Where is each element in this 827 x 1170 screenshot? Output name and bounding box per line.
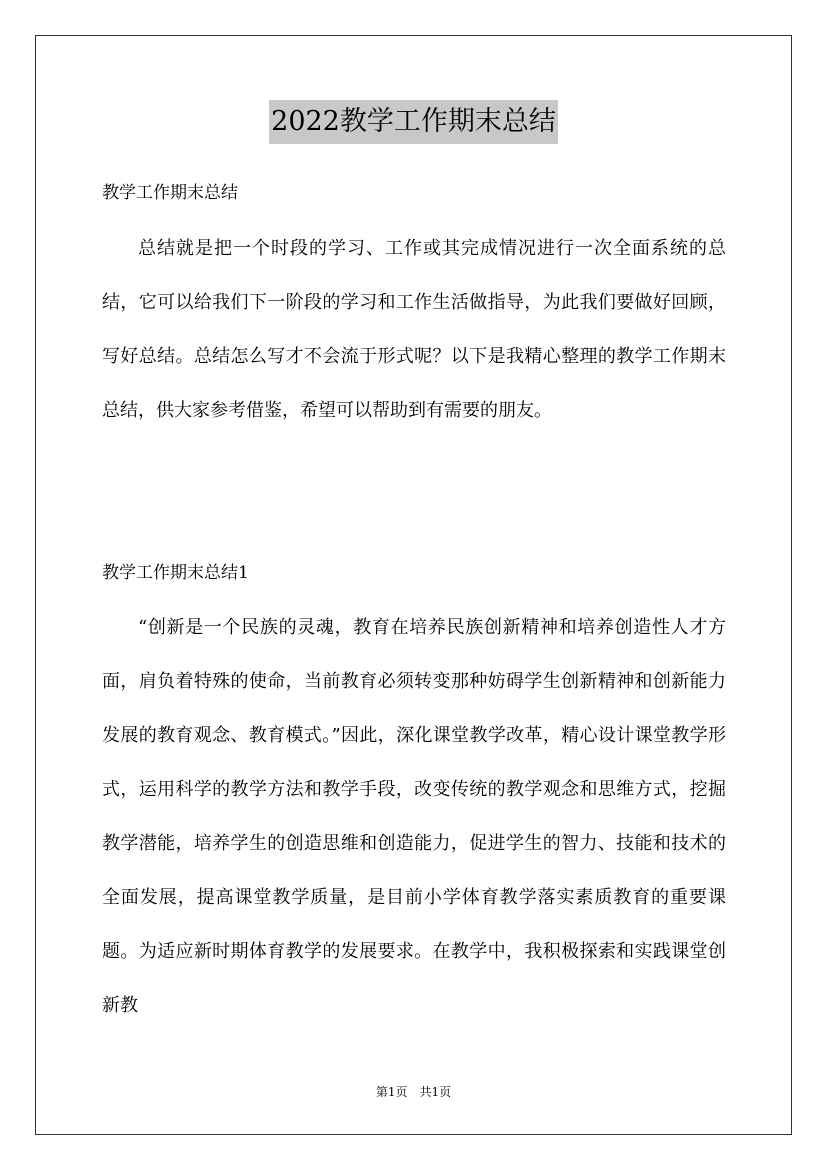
intro-paragraph: 总结就是把一个时段的学习、工作或其完成情况进行一次全面系统的总结，它可以给我们下一阶段的学习和工作生活做指导，为此我们要做好回顾，写好总结。总结怎么写才不会流于形式呢？以下是我精心整理的教学工作期末总结，供大家参考借鉴，希望可以帮助到有需要的朋友。 xyxy=(102,238,726,421)
document-subtitle: 教学工作期末总结 xyxy=(102,183,238,203)
section-heading-1: 教学工作期末总结1 xyxy=(102,563,249,583)
section-1-paragraph: “创新是一个民族的灵魂，教育在培养民族创新精神和培养创造性人才方面，肩负着特殊的使命，当前教育必须转变那种妨碍学生创新精神和创新能力发展的教育观念、教育模式。”因此，深化课堂教学改革，精心设计课堂教学形式，运用科学的教学方法和教学手段，改变传统的教学观念和思维方式，挖掘教学潜能，培养学生的创造思维和创造能力，促进学生的智力、技能和技术的全面发展，提高课堂教学质量，是目前小学体育教学落实素质教育的重要课题。为适应新时期体育教学的发展要求。在教学中，我积极探索和实践课堂创新教 xyxy=(102,617,726,1016)
title-container xyxy=(0,100,827,144)
document-title: 2022教学工作期末总结 xyxy=(269,100,558,144)
page-footer: 第1页 共1页 xyxy=(375,1085,452,1099)
